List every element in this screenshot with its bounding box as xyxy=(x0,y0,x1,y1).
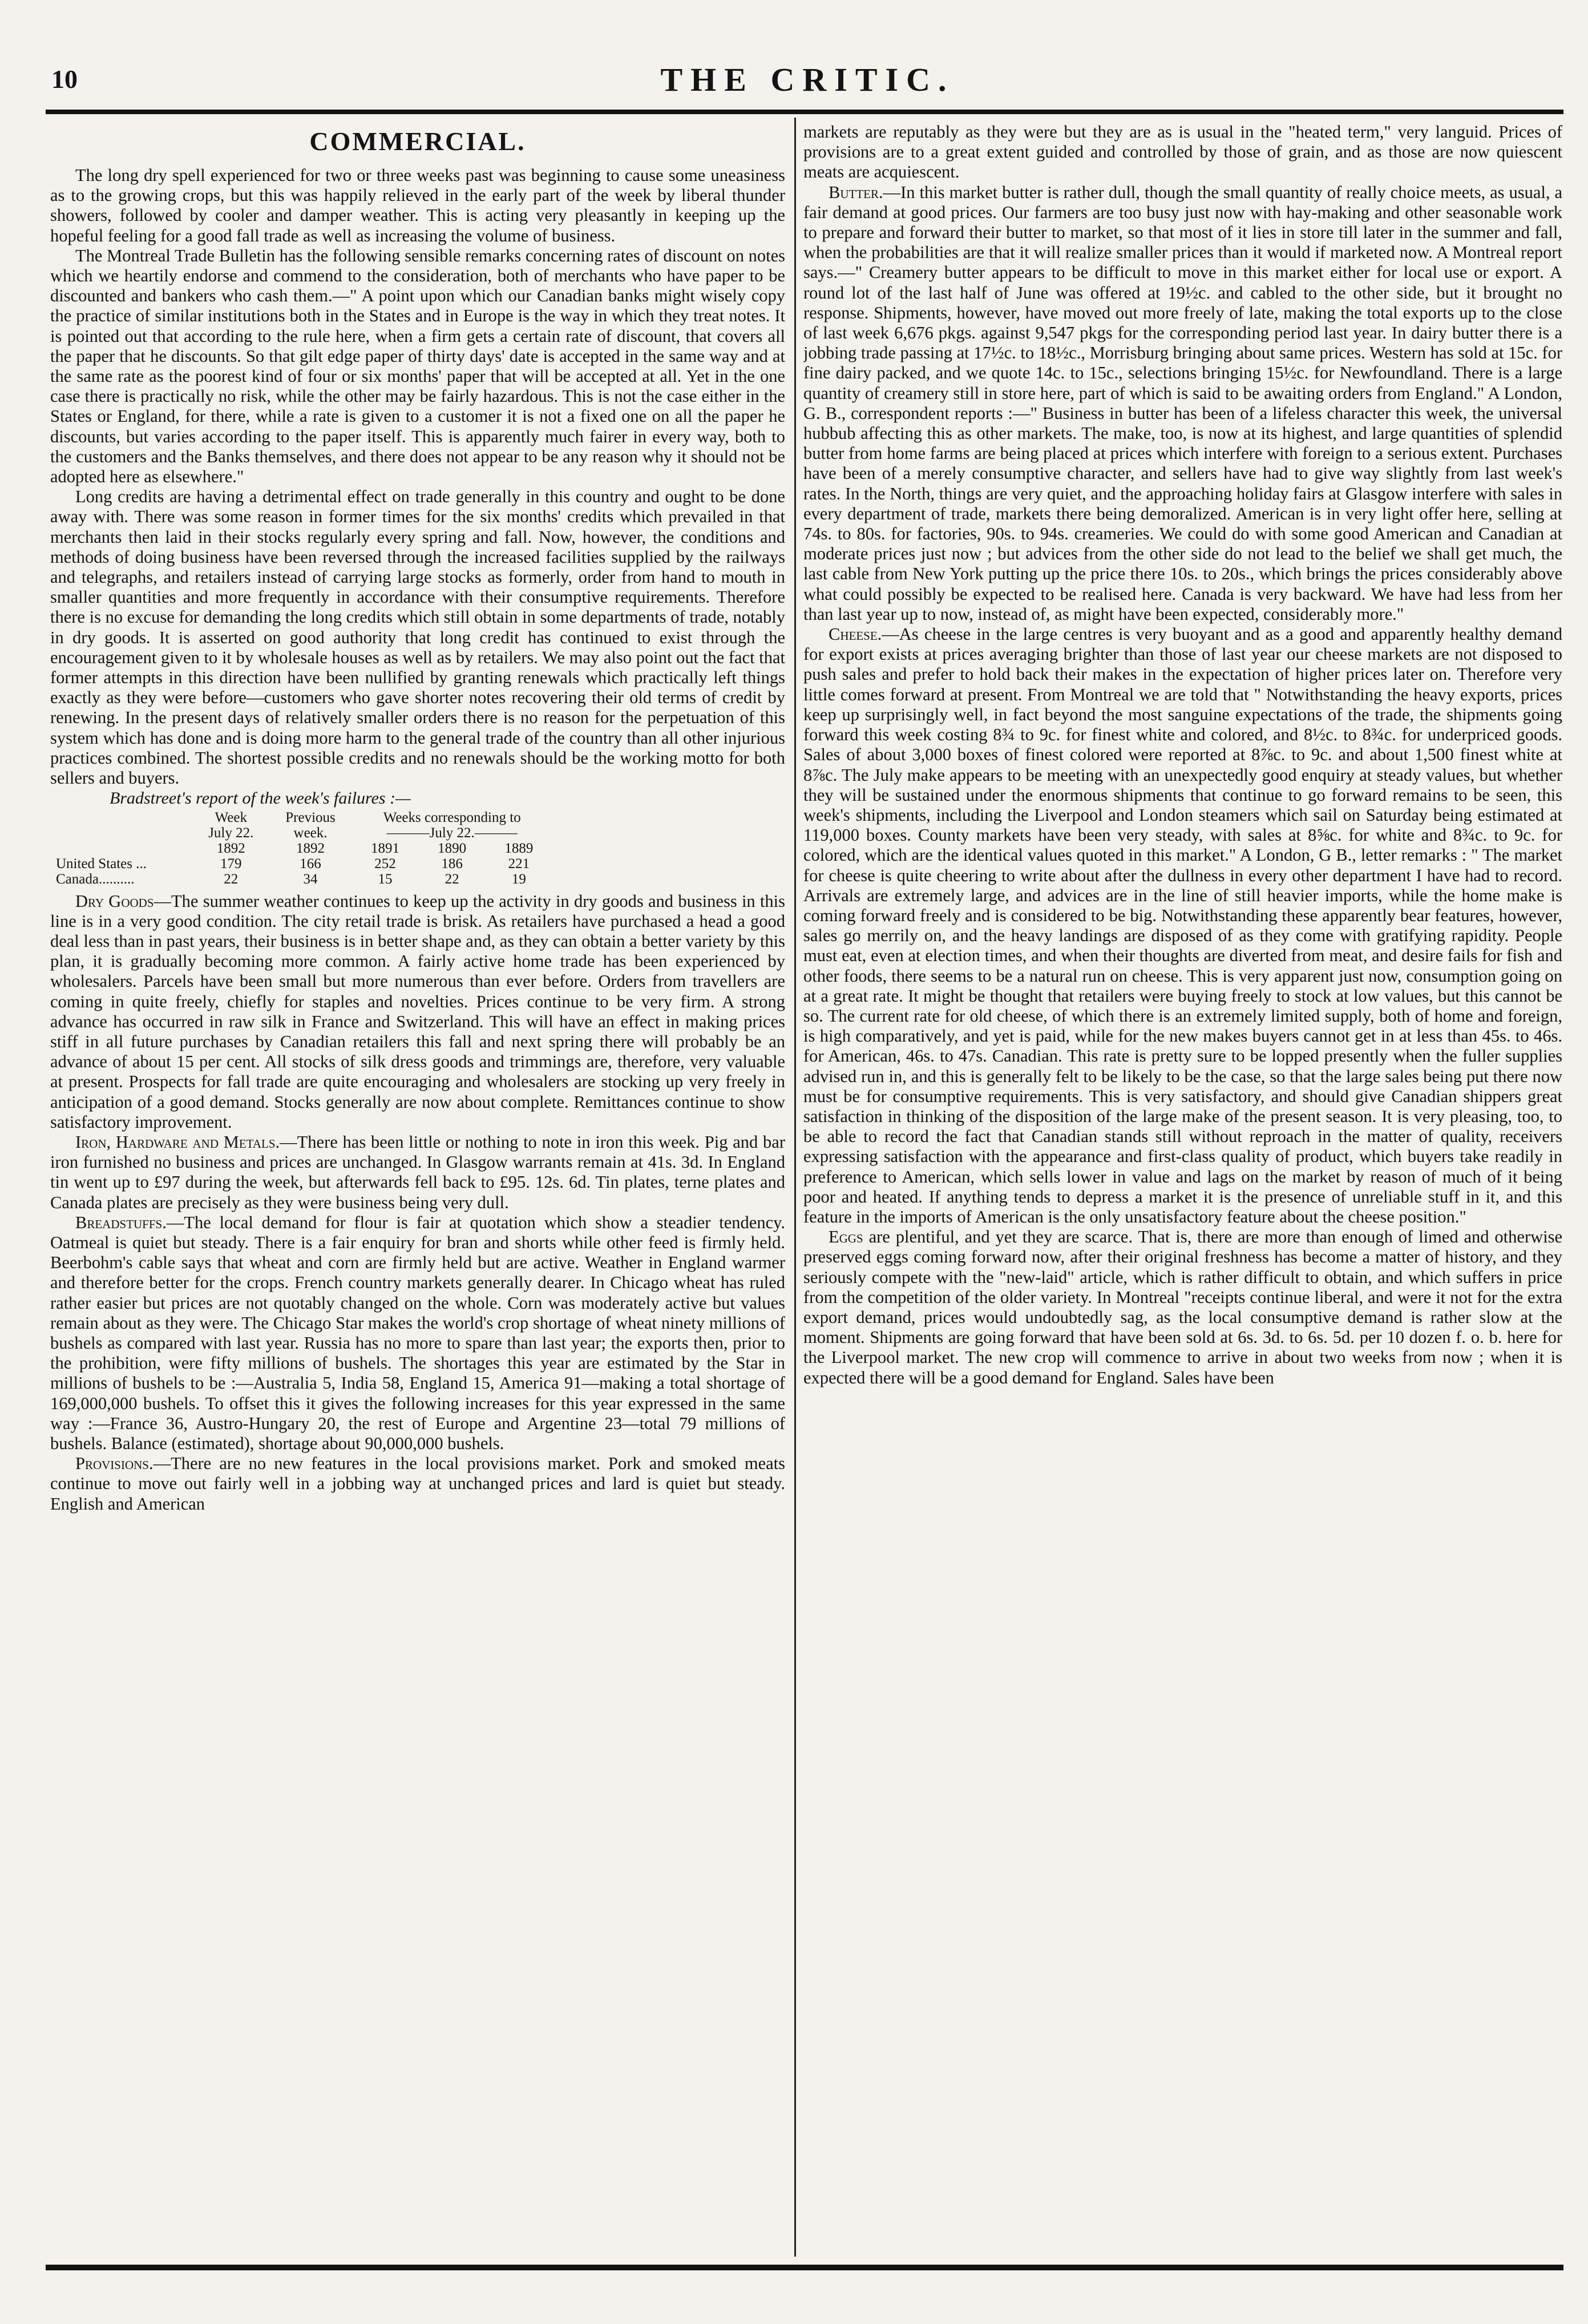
page-header xyxy=(51,61,1563,110)
paragraph-dry-goods xyxy=(50,891,785,1132)
dry-goods-text: —The summer weather continues to keep up the activity in dry goods and business in this line is in a very good condition. The city retail trade is brisk. As retailers have purchased a head a good deal less than in past years, their business is in better shape and, as they can obtain a better variety by this plan, it is gradually becoming more common. A fairly active home trade has been experienced by wholesalers. Parcels have been small but more numerous than ever before. Orders from travellers are coming in quite freely, chiefly for staples and novelties. Prices continue to be very firm. A strong advance has occurred in raw silk in France and Switzerland. This will have an effect in making prices stiff in all future purchases by Canadian retailers this fall and next spring there will probably be an advance of about 15 per cent. All stocks of silk dress goods and trimmings are, therefore, very valuable at present. Prospects for fall trade are quite encouraging and wholesalers are stocking up very freely in anticipation of a good demand. Stocks generally are now about complete. Remittances continue to show satisfactory improvement. xyxy=(50,891,785,1132)
section-title: COMMERCIAL. xyxy=(309,127,526,156)
failures-caption: Bradstreet's report of the week's failures :— xyxy=(110,789,411,808)
paragraph-provisions-cont: markets are reputably as they were but they are as is usual in the "heated term," very languid. Prices of provisions are to a great extent guided and controlled by those of grain, and as those are now quiescent meats are acquiescent. xyxy=(803,122,1562,182)
failures-header-cell: Weeks corresponding to xyxy=(383,809,521,825)
failures-year: 1889 xyxy=(504,840,534,856)
butter-heading: Butter. xyxy=(829,182,883,202)
failures-year: 1890 xyxy=(438,840,467,856)
paragraph-provisions xyxy=(50,1454,785,1514)
breadstuffs-heading: Breadstuffs. xyxy=(75,1212,167,1232)
cheese-heading: Cheese. xyxy=(829,624,882,644)
table-cell: 252 xyxy=(374,856,396,872)
failures-header-cell: July 22. xyxy=(208,825,254,841)
dry-goods-heading: Dry Goods xyxy=(75,891,154,911)
table-cell: 186 xyxy=(441,856,463,872)
paragraph-crops: The long dry spell experienced for two or three weeks past was beginning to cause some uneasiness as to the growing crops, but this was happily relieved in the early part of the week by liberal thunder showers, followed by cooler and damper weather. This is acting very pleasantly in keeping up the hopeful feeling for a good fall trade as well as increasing the volume of business. xyxy=(50,166,785,245)
row-label: United States ... xyxy=(56,856,147,872)
cheese-text: —As cheese in the large centres is very buoyant and as a good and apparently healthy demand for export exists at prices averaging brighter than those of last year our cheese markets are not disposed to push sales and prefer to hold back their makes in the expectation of higher prices later on. Therefore very little comes forward at present. From Montreal we are told that " Notwithstanding the heavy exports, prices keep up surprisingly well, in fact beyond the most sanguine expectations of the trade, the shipments going forward this week costing 8¾ to 9c. for finest white and colored, and 8½c. to 8¾c. for underpriced goods. Sales of about 3,000 boxes of finest colored were reported at 8⅞c. to 9c. and about 1,500 finest white at 8⅞c. The July make appears to be meeting with an unexpectedly good enquiry at steady values, but whether they will be sustained under the enormous shipments that continue to go forward remains to be seen, this week's shipments, including the Liverpool and London steamers which sail on Saturday being estimated at 119,000 boxes. County markets have been very steady, with sales at 8⅝c. for white and 8¾c. to 9c. for colored, which are the identical values quoted in this market." A London, G B., letter remarks : " The market for cheese is quite cheering to write about after the dullness in every other department I have had to record. Arrivals are extremely large, and advices are in the line of still heavier imports, while the home make is coming forward freely and is considered to be big. Notwithstanding these apparently bear features, however, sales go merrily on, and the heavy landings are disposed of as they come with gratifying rapidity. People must eat, even at election times, and when their thoughts are diverted from meat, and desire fails for fish and other foods, there seems to be a natural run on cheese. This is very apparent just now, consumption going on at a great rate. It might be thought that retailers were buying freely to stock at low values, but this cannot be so. The current rate for old cheese, of which there is an extremely limited supply, both of home and foreign, is high comparatively, and yet is paid, while for the new makes buyers cannot get in at less than 45s. to 46s. for American, 46s. to 47s. Canadian. This rate is pretty sure to be lopped presently when the fuller supplies advised run in, and this is generally felt to be likely to be the case, so that the large sales being put there now must be for consumptive requirements. This is very satisfactory, and should give Canadian shippers great satisfaction in thinking of the disposition of the large make of the present season. It is very pleasing, too, to be able to record the fact that Canadian stands still without reproach in the matter of quality, receivers expressing satisfaction with the appearance and first-class quality of product, which buyers take readily in preference to American, which sells lower in value and lags on the market by reason of much of it being poor and heated. If anything tends to depress a market it is the presence of unreliable stuff in it, and this feature in the imports of American is the only unsatisfactory feature about the cheese position." xyxy=(803,624,1562,1226)
left-column xyxy=(50,122,785,2258)
column-divider xyxy=(794,118,796,2257)
table-cell: 221 xyxy=(508,856,530,872)
eggs-text: are plentiful, and yet they are scarce. That is, there are more than enough of limed and otherwise preserved eggs coming forward now, after their original freshness has become a matter of history, and they seriously compete with the "new-laid" article, which is rather difficult to obtain, and which suffers in price from the competition of the older variety. In Montreal "receipts continue liberal, and were it not for the extra export demand, prices would undoubtedly sag, as the local consumptive demand is rather slow at the moment. Shipments are going forward that have been sold at 6s. 3d. to 6s. 5d. per 10 dozen f. o. b. here for the Liverpool market. The new crop will commence to arrive in about two weeks from now ; when it is expected there will be a good demand for England. Sales have been xyxy=(803,1227,1562,1387)
table-row xyxy=(50,872,552,887)
eggs-heading: Eggs xyxy=(829,1227,863,1247)
provisions-text: —There are no new features in the local provisions market. Pork and smoked meats continue to move out fairly well in a jobbing way at unchanged prices and lard is quiet but steady. English and American xyxy=(50,1454,785,1514)
table-cell: 166 xyxy=(300,856,321,872)
row-label: Canada.......... xyxy=(56,871,135,887)
iron-text: —There has been little or nothing to note in iron this week. Pig and bar iron furnished no business and prices are unchanged. In Glasgow warrants remain at 41s. 3d. In England tin went up to £97 during the week, but afterwards fell back to £95. 12s. 6d. Tin plates, terne plates and Canada plates are precisely as they were business being very dull. xyxy=(50,1132,785,1212)
failures-header-cell: ———July 22.——— xyxy=(386,825,518,841)
paragraph-discount-notes: The Montreal Trade Bulletin has the following sensible remarks concerning rates of discount on notes which we heartily endorse and commend to the consideration, both of merchants who have paper to be discounted and bankers who cash them.—" A point upon which our Canadian banks might wisely copy the practice of similar institutions both in the States and in Europe is the way in which they treat notes. It is pointed out that according to the rule here, when a firm gets a certain rate of discount, that covers all the paper that he discounts. So that gilt edge paper of thirty days' date is accepted in the same way and at the same rate as the poorest kind of four or six months' paper that will be accepted at all. Yet in the one case there is practically no risk, while the other may be fairly hazardous. This is not the case either in the States or England, for there, while a rate is given to a customer it is not a fixed one on all the paper he discounts, but varies according to the paper itself. This is apparently much fairer in every way, both to the customers and the Banks themselves, and there does not appear to be any reason why it should not be adopted here as elsewhere." xyxy=(50,245,785,487)
paragraph-cheese xyxy=(803,624,1562,1227)
paragraph-iron xyxy=(50,1132,785,1213)
header-rule xyxy=(46,110,1563,114)
paragraph-long-credits: Long credits are having a detrimental effect on trade generally in this country and ought to be done away with. There was some reason in former times for the six months' credits which prevailed in that merchants then laid in their stocks regularly every spring and fall. Now, however, the conditions and methods of doing business have been reversed through the increased facilities supplied by the railways and telegraphs, and retailers instead of carrying large stocks as formerly, order from hand to mouth in smaller quantities and more frequently in accordance with their consumptive requirements. Therefore there is no excuse for demanding the long credits which still obtain in some departments of trade, notably in dry goods. It is asserted on good authority that long credit has continued to exist through the encouragement given to it by wholesale houses as well as by retailers. We may also point out the fact that former attempts in this direction have been nullified by granting renewals which practically left things exactly as they were before—customers who gave shorter notes recovering their old terms of credit by renewing. In the present days of relatively smaller orders there is no reason for the perpetuation of this system which has done and is doing more harm to the general trade of the country than all other injurious practices combined. The shortest possible credits and no renewals should be the working motto for both sellers and buyers. xyxy=(50,487,785,788)
paragraph-eggs xyxy=(803,1227,1562,1388)
failures-year: 1892 xyxy=(216,840,245,856)
table-cell: 22 xyxy=(224,871,239,887)
table-row xyxy=(50,856,552,872)
footer-rule xyxy=(46,2265,1563,2270)
table-cell: 179 xyxy=(220,856,242,872)
table-cell: 22 xyxy=(445,871,459,887)
provisions-heading: Provisions. xyxy=(75,1454,153,1474)
page-number: 10 xyxy=(51,64,78,94)
paragraph-butter xyxy=(803,183,1562,624)
masthead: THE CRITIC. xyxy=(660,61,955,98)
failures-header-cell: Week xyxy=(215,809,247,825)
breadstuffs-text: —The local demand for flour is fair at quotation which show a steadier tendency. Oatmeal is quiet but steady. There is a fair enquiry for bran and shorts while other feed is firmly held. Beerbohm's cable says that wheat and corn are firmly held but are active. Weather in England warmer and therefore better for the crops. French country markets generally dearer. In Chicago wheat has ruled rather easier but prices are not quotably changed on the whole. Corn was moderately active but values remain about as they were. The Chicago Star makes the world's crop shortage of wheat ninety millions of bushels as compared with last year. Russia has no more to spare than last year; the exports then, prior to the prohibition, were fifty millions of bushels. The shortages this year are estimated by the Star in millions of bushels to be :—Australia 5, India 58, England 15, America 91—making a total shortage of 169,000,000 bushels. To offset this it gives the following increases for this year expressed in the same way :—France 36, Austro-Hungary 20, the rest of Europe and Argentine 23—total 79 millions of bushels. Balance (estimated), shortage about 90,000,000 bushels. xyxy=(50,1212,785,1453)
failures-year: 1892 xyxy=(296,840,325,856)
paragraph-breadstuffs xyxy=(50,1213,785,1454)
failures-year: 1891 xyxy=(371,840,399,856)
table-cell: 34 xyxy=(303,871,318,887)
right-column xyxy=(803,122,1562,2258)
failures-header-cell: week. xyxy=(293,825,328,841)
butter-text: —In this market butter is rather dull, though the small quantity of really choice meets, as usual, a fair demand at good prices. Our farmers are too busy just now with hay-making and other seasonable work to prepare and forward their butter to market, so that most of it lies in store till later in the summer and fall, when the probabilities are that it will realize smaller prices than it would if marketed now. A Montreal report says.—" Creamery butter appears to be difficult to move in this market either for local use or export. A round lot of the last half of June was offered at 19½c. and cabled to the other side, but it brought no response. Shipments, however, have moved out more freely of late, making the total exports up to the close of last week 6,676 pkgs. against 9,547 pkgs for the corresponding period last year. In dairy butter there is a jobbing trade passing at 17½c. to 18½c., Morrisburg bringing about same prices. Western has sold at 15c. for fine dairy packed, and we quote 14c. to 15c., selections bringing 15½c. for Newfoundland. There is a large quantity of creamery still in store here, part of which is said to be awaiting orders from England." A London, G. B., correspondent reports :—" Business in butter has been of a lifeless character this week, the universal hubbub affecting this as other markets. The make, too, is now at its highest, and large quantities of splendid butter from home farms are being placed at prices which interfere with foreign to a serious extent. Purchases have been of a merely consumptive character, and sellers have had to give way slightly from last week's rates. In the North, things are very quiet, and the approaching holiday fairs at Glasgow interfere with sales in every department of trade, markets there being demoralized. American is in very light offer here, selling at 74s. to 80s. for factories, 90s. to 94s. creameries. We could do with some good American and Canadian at moderate prices just now ; but advices from the other side do not lead to the belief we shall get much, the last cable from New York putting up the price there 10s. to 20s., which brings the prices considerably above what could possibly be expected to be realised here. Canada is very backward. We have had less from her than last year up to now, instead of, as might have been expected, considerably more." xyxy=(803,182,1562,624)
failures-header-cell: Previous xyxy=(285,809,336,825)
table-cell: 19 xyxy=(511,871,526,887)
failures-table xyxy=(50,810,552,887)
iron-heading: Iron, Hardware and Metals. xyxy=(75,1132,280,1152)
table-cell: 15 xyxy=(378,871,393,887)
